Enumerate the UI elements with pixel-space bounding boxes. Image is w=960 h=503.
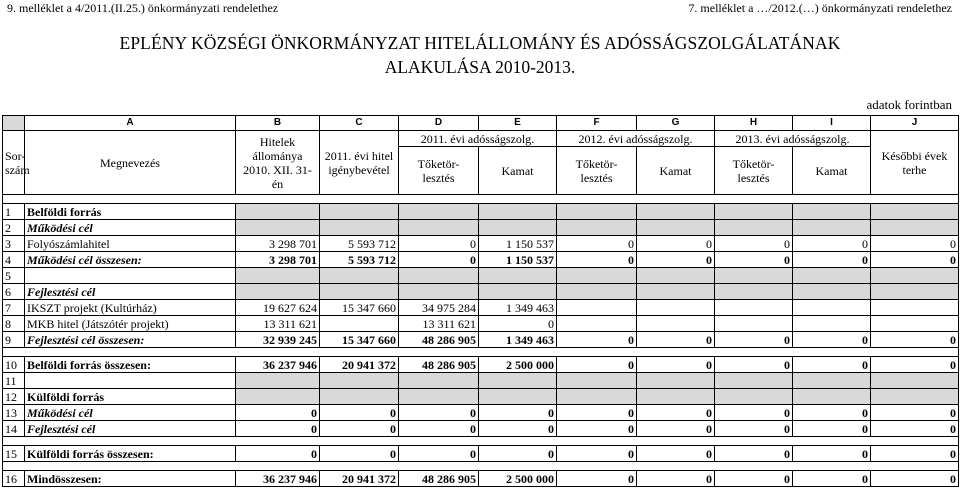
value-cell: 0	[871, 236, 959, 252]
empty-cell	[871, 389, 959, 405]
value-cell: 0	[793, 357, 871, 373]
empty-cell	[479, 268, 557, 284]
empty-cell	[479, 204, 557, 220]
spacer	[3, 462, 959, 471]
header-kamat: Kamat	[637, 147, 715, 195]
header-left: 9. melléklet a 4/2011.(II.25.) önkormányzati rendelethez	[7, 1, 279, 15]
empty-cell	[320, 204, 399, 220]
empty-cell	[637, 373, 715, 389]
table-row	[3, 236, 959, 252]
value-cell: 0	[557, 236, 637, 252]
row-number: 3	[3, 236, 25, 252]
value-cell: 20 941 372	[320, 357, 399, 373]
empty-cell	[715, 220, 793, 236]
empty-cell	[715, 204, 793, 220]
value-cell: 0	[637, 252, 715, 268]
header-right: 7. melléklet a …/2012.(…) önkormányzati rendelethez	[688, 1, 952, 15]
header-megnevezes: Megnevezés	[25, 131, 236, 195]
table-row	[3, 421, 959, 437]
value-cell: 15 347 660	[320, 300, 399, 316]
value-cell: 0	[871, 446, 959, 462]
col-letter: C	[320, 116, 399, 131]
empty-cell	[557, 204, 637, 220]
value-cell: 3 298 701	[236, 252, 320, 268]
header-kamat: Kamat	[479, 147, 557, 195]
empty-cell	[637, 268, 715, 284]
header-hitelek: Hitelek állománya 2010. XII. 31-én	[236, 131, 320, 195]
header-2013: 2013. évi adósságszolg.	[715, 131, 871, 147]
row-number: 1	[3, 204, 25, 220]
value-cell: 0	[399, 405, 479, 421]
empty-cell	[557, 373, 637, 389]
value-cell: 0	[399, 446, 479, 462]
value-cell: 13 311 621	[236, 316, 320, 332]
row-label: Fejlesztési cél	[25, 421, 236, 437]
value-cell: 0	[715, 471, 793, 487]
empty-cell	[793, 284, 871, 300]
table-row	[3, 268, 959, 284]
empty-cell	[871, 268, 959, 284]
value-cell: 0	[793, 471, 871, 487]
value-cell: 0	[637, 471, 715, 487]
header-kamat: Kamat	[793, 147, 871, 195]
value-cell: 5 593 712	[320, 236, 399, 252]
header-igenybevetel: 2011. évi hitel igénybevétel	[320, 131, 399, 195]
col-letter: B	[236, 116, 320, 131]
value-cell: 0	[557, 332, 637, 348]
value-cell	[793, 316, 871, 332]
value-cell: 0	[871, 421, 959, 437]
value-cell: 0	[871, 332, 959, 348]
col-letter: J	[871, 116, 959, 131]
spacer-cell	[3, 462, 959, 471]
value-cell: 0	[479, 405, 557, 421]
value-cell: 0	[399, 252, 479, 268]
row-label: Külföldi forrás összesen:	[25, 446, 236, 462]
empty-cell	[479, 220, 557, 236]
row-number: 10	[3, 357, 25, 373]
empty-cell	[793, 220, 871, 236]
value-cell: 15 347 660	[320, 332, 399, 348]
empty-cell	[793, 268, 871, 284]
value-cell: 0	[479, 316, 557, 332]
empty-cell	[399, 389, 479, 405]
table-row	[3, 357, 959, 373]
value-cell	[320, 316, 399, 332]
row-label: Belföldi forrás összesen:	[25, 357, 236, 373]
row-label: Fejlesztési cél	[25, 284, 236, 300]
value-cell: 5 593 712	[320, 252, 399, 268]
value-cell: 0	[557, 471, 637, 487]
empty-cell	[715, 268, 793, 284]
row-label: Működési cél	[25, 405, 236, 421]
value-cell: 0	[793, 421, 871, 437]
empty-cell	[479, 284, 557, 300]
value-cell: 1 150 537	[479, 252, 557, 268]
value-cell: 0	[236, 421, 320, 437]
value-cell: 0	[715, 252, 793, 268]
unit-note: adatok forintban	[866, 97, 952, 112]
table-row	[3, 389, 959, 405]
row-number: 8	[3, 316, 25, 332]
empty-cell	[320, 389, 399, 405]
value-cell: 1 349 463	[479, 332, 557, 348]
col-letter: G	[637, 116, 715, 131]
row-label: Belföldi forrás	[25, 204, 236, 220]
value-cell: 0	[871, 471, 959, 487]
value-cell: 0	[715, 421, 793, 437]
table-row	[3, 332, 959, 348]
value-cell: 2 500 000	[479, 471, 557, 487]
value-cell: 0	[637, 446, 715, 462]
col-letter: F	[557, 116, 637, 131]
value-cell: 13 311 621	[399, 316, 479, 332]
value-cell: 20 941 372	[320, 471, 399, 487]
value-cell: 0	[320, 421, 399, 437]
value-cell: 32 939 245	[236, 332, 320, 348]
header-kesobbi: Későbbi évek terhe	[871, 131, 959, 195]
value-cell: 0	[399, 421, 479, 437]
table-row	[3, 252, 959, 268]
table-row	[3, 284, 959, 300]
value-cell: 0	[715, 405, 793, 421]
row-number: 6	[3, 284, 25, 300]
header-sorszam: Sor- szám	[3, 131, 25, 195]
empty-cell	[871, 220, 959, 236]
value-cell: 0	[399, 236, 479, 252]
value-cell: 0	[715, 446, 793, 462]
empty-cell	[871, 373, 959, 389]
row-number: 2	[3, 220, 25, 236]
header-2011: 2011. évi adósságszolg.	[399, 131, 557, 147]
row-number: 4	[3, 252, 25, 268]
value-cell: 0	[637, 405, 715, 421]
spacer-cell	[3, 437, 959, 446]
value-cell: 0	[557, 405, 637, 421]
value-cell: 0	[715, 357, 793, 373]
header-2012: 2012. évi adósságszolg.	[557, 131, 715, 147]
table-row	[3, 471, 959, 487]
value-cell: 0	[320, 405, 399, 421]
value-cell: 0	[557, 252, 637, 268]
table-row	[3, 204, 959, 220]
empty-cell	[793, 373, 871, 389]
empty-cell	[320, 220, 399, 236]
row-label: Fejlesztési cél összesen:	[25, 332, 236, 348]
empty-cell	[236, 204, 320, 220]
table-row	[3, 300, 959, 316]
empty-cell	[637, 284, 715, 300]
table-row	[3, 373, 959, 389]
empty-cell	[399, 204, 479, 220]
empty-cell	[236, 220, 320, 236]
value-cell: 0	[715, 236, 793, 252]
empty-cell	[871, 284, 959, 300]
row-number: 9	[3, 332, 25, 348]
row-label: Folyószámlahitel	[25, 236, 236, 252]
value-cell	[637, 300, 715, 316]
value-cell: 48 286 905	[399, 332, 479, 348]
value-cell: 0	[871, 357, 959, 373]
empty-cell	[320, 268, 399, 284]
empty-cell	[637, 204, 715, 220]
spacer	[3, 437, 959, 446]
empty-cell	[637, 220, 715, 236]
empty-cell	[715, 284, 793, 300]
empty-cell	[320, 373, 399, 389]
empty-cell	[557, 389, 637, 405]
value-cell	[871, 316, 959, 332]
value-cell: 0	[236, 405, 320, 421]
row-label	[25, 373, 236, 389]
spacer	[3, 348, 959, 357]
row-number: 5	[3, 268, 25, 284]
row-number: 12	[3, 389, 25, 405]
spacer	[3, 195, 959, 204]
header-toketor: Tőketör- lesztés	[399, 147, 479, 195]
value-cell: 3 298 701	[236, 236, 320, 252]
row-number: 13	[3, 405, 25, 421]
value-cell: 2 500 000	[479, 357, 557, 373]
empty-cell	[479, 389, 557, 405]
empty-cell	[793, 204, 871, 220]
value-cell	[793, 300, 871, 316]
table-row	[3, 220, 959, 236]
empty-cell	[871, 204, 959, 220]
debt-table	[2, 115, 959, 487]
empty-cell	[637, 389, 715, 405]
header-row-1	[3, 131, 959, 147]
row-label: Külföldi forrás	[25, 389, 236, 405]
empty-cell	[236, 389, 320, 405]
value-cell: 0	[557, 421, 637, 437]
value-cell: 48 286 905	[399, 471, 479, 487]
col-letter: I	[793, 116, 871, 131]
value-cell: 0	[637, 332, 715, 348]
row-number: 14	[3, 421, 25, 437]
header-toketor: Tőketör- lesztés	[557, 147, 637, 195]
empty-cell	[320, 284, 399, 300]
value-cell: 0	[871, 405, 959, 421]
table-row	[3, 405, 959, 421]
empty-cell	[236, 268, 320, 284]
value-cell	[637, 316, 715, 332]
row-label: IKSZT projekt (Kultúrház)	[25, 300, 236, 316]
value-cell: 0	[715, 332, 793, 348]
value-cell	[557, 300, 637, 316]
value-cell	[715, 300, 793, 316]
empty-cell	[479, 373, 557, 389]
value-cell: 36 237 946	[236, 357, 320, 373]
row-label: MKB hitel (Játszótér projekt)	[25, 316, 236, 332]
spacer-cell	[3, 348, 959, 357]
col-letter: D	[399, 116, 479, 131]
value-cell: 36 237 946	[236, 471, 320, 487]
table-row	[3, 316, 959, 332]
empty-cell	[399, 284, 479, 300]
column-letter-row	[3, 116, 959, 131]
row-label: Működési cél összesen:	[25, 252, 236, 268]
value-cell: 34 975 284	[399, 300, 479, 316]
empty-cell	[557, 268, 637, 284]
value-cell	[871, 300, 959, 316]
col-letter: E	[479, 116, 557, 131]
page-title: EPLÉNY KÖZSÉGI ÖNKORMÁNYZAT HITELÁLLOMÁNY ÉS ADÓSSÁGSZOLGÁLATÁNAK	[119, 33, 841, 53]
value-cell: 1 150 537	[479, 236, 557, 252]
value-cell: 0	[871, 252, 959, 268]
empty-cell	[399, 268, 479, 284]
value-cell: 0	[637, 236, 715, 252]
value-cell: 0	[557, 446, 637, 462]
value-cell: 0	[557, 357, 637, 373]
value-cell: 0	[793, 446, 871, 462]
value-cell: 0	[320, 446, 399, 462]
value-cell	[557, 316, 637, 332]
value-cell: 0	[637, 421, 715, 437]
value-cell: 0	[793, 236, 871, 252]
value-cell: 1 349 463	[479, 300, 557, 316]
value-cell: 0	[793, 332, 871, 348]
col-letter: H	[715, 116, 793, 131]
row-label: Működési cél	[25, 220, 236, 236]
empty-cell	[236, 373, 320, 389]
value-cell: 0	[479, 421, 557, 437]
value-cell: 48 286 905	[399, 357, 479, 373]
table-row	[3, 446, 959, 462]
empty-cell	[557, 284, 637, 300]
empty-cell	[557, 220, 637, 236]
value-cell: 0	[793, 405, 871, 421]
row-label	[25, 268, 236, 284]
empty-cell	[399, 220, 479, 236]
row-label: Mindösszesen:	[25, 471, 236, 487]
row-number: 7	[3, 300, 25, 316]
empty-cell	[715, 389, 793, 405]
value-cell: 0	[236, 446, 320, 462]
empty-cell	[715, 373, 793, 389]
empty-cell	[399, 373, 479, 389]
value-cell	[715, 316, 793, 332]
col-letter: A	[25, 116, 236, 131]
empty-cell	[793, 389, 871, 405]
empty-cell	[236, 284, 320, 300]
value-cell: 0	[479, 446, 557, 462]
header-toketor: Tőketör- lesztés	[715, 147, 793, 195]
row-number: 15	[3, 446, 25, 462]
row-number: 11	[3, 373, 25, 389]
value-cell: 19 627 624	[236, 300, 320, 316]
row-number: 16	[3, 471, 25, 487]
value-cell: 0	[637, 357, 715, 373]
value-cell: 0	[793, 252, 871, 268]
page-subtitle: ALAKULÁSA 2010-2013.	[384, 57, 576, 77]
